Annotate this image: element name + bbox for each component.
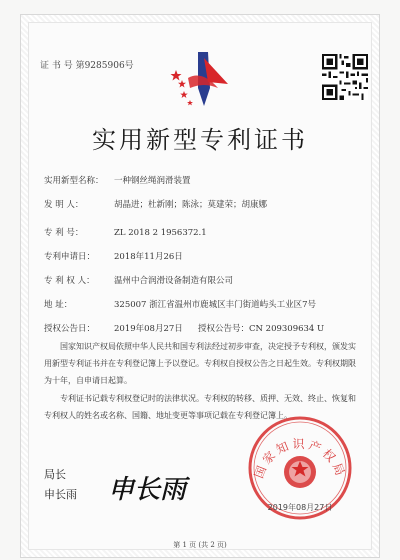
official-seal-icon	[244, 412, 356, 524]
field-label: 专 利 号：	[44, 228, 84, 238]
field-grant-number	[198, 322, 324, 334]
field-value: 2018年11月26日	[114, 252, 183, 262]
field-value: 温州中合润滑设备制造有限公司	[114, 276, 234, 286]
field-address	[44, 298, 316, 310]
field-value: 2019年08月27日	[114, 324, 183, 334]
field-label: 地 址：	[44, 300, 73, 310]
field-label: 授权公告日：	[44, 324, 96, 334]
field-utility-model-name	[44, 174, 191, 186]
director-name-label: 申长雨	[44, 488, 77, 501]
document-title: 实用新型专利证书	[92, 126, 308, 154]
field-value: 胡晶进；杜新刚；陈泳；莫建荣；胡康娜	[114, 200, 268, 210]
field-label: 专利申请日：	[44, 252, 96, 262]
field-value: CN 209309634 U	[249, 324, 325, 334]
director-signature	[104, 468, 200, 508]
signature-text: 申长雨	[108, 475, 187, 505]
director-title-label: 局长	[44, 468, 66, 481]
field-label: 授权公告号：	[198, 324, 250, 334]
field-label: 实用新型名称：	[44, 176, 104, 186]
certificate-number: 证 书 号 第9285906号	[40, 61, 134, 71]
page-number-footer: 第 1 页 (共 2 页)	[173, 541, 227, 549]
field-label: 发 明 人：	[44, 200, 84, 210]
seal-date: 2019年08月27日	[267, 503, 333, 512]
field-patentee	[44, 274, 233, 286]
field-inventors	[44, 198, 267, 210]
body-paragraph-2: 专利证书记载专利权登记时的法律状况。专利权的转移、质押、无效、终止、恢复和专利权人的姓名或名称、国籍、地址变更等事项记载在专利登记簿上。	[44, 394, 356, 420]
field-value: ZL 2018 2 1956372.1	[114, 228, 207, 238]
cnipa-logo-icon	[168, 48, 240, 110]
seal-text: 国家知识产权局	[251, 437, 349, 481]
field-filing-date	[44, 250, 183, 262]
field-patent-number	[44, 226, 207, 238]
field-value: 一种钢丝绳润滑装置	[114, 176, 191, 186]
qr-code-icon	[322, 54, 368, 100]
field-value: 325007 浙江省温州市鹿城区丰门街道屿头工业区7号	[114, 300, 317, 310]
field-label: 专 利 权 人：	[44, 276, 95, 286]
body-paragraph-1: 国家知识产权局依照中华人民共和国专利法经过初步审查，决定授予专利权，颁发实用新型专利证书并在专利登记簿上予以登记。专利权自授权公告之日起生效。专利权期限为十年，自申请日起算。	[44, 342, 356, 385]
field-grant-date	[44, 322, 183, 334]
